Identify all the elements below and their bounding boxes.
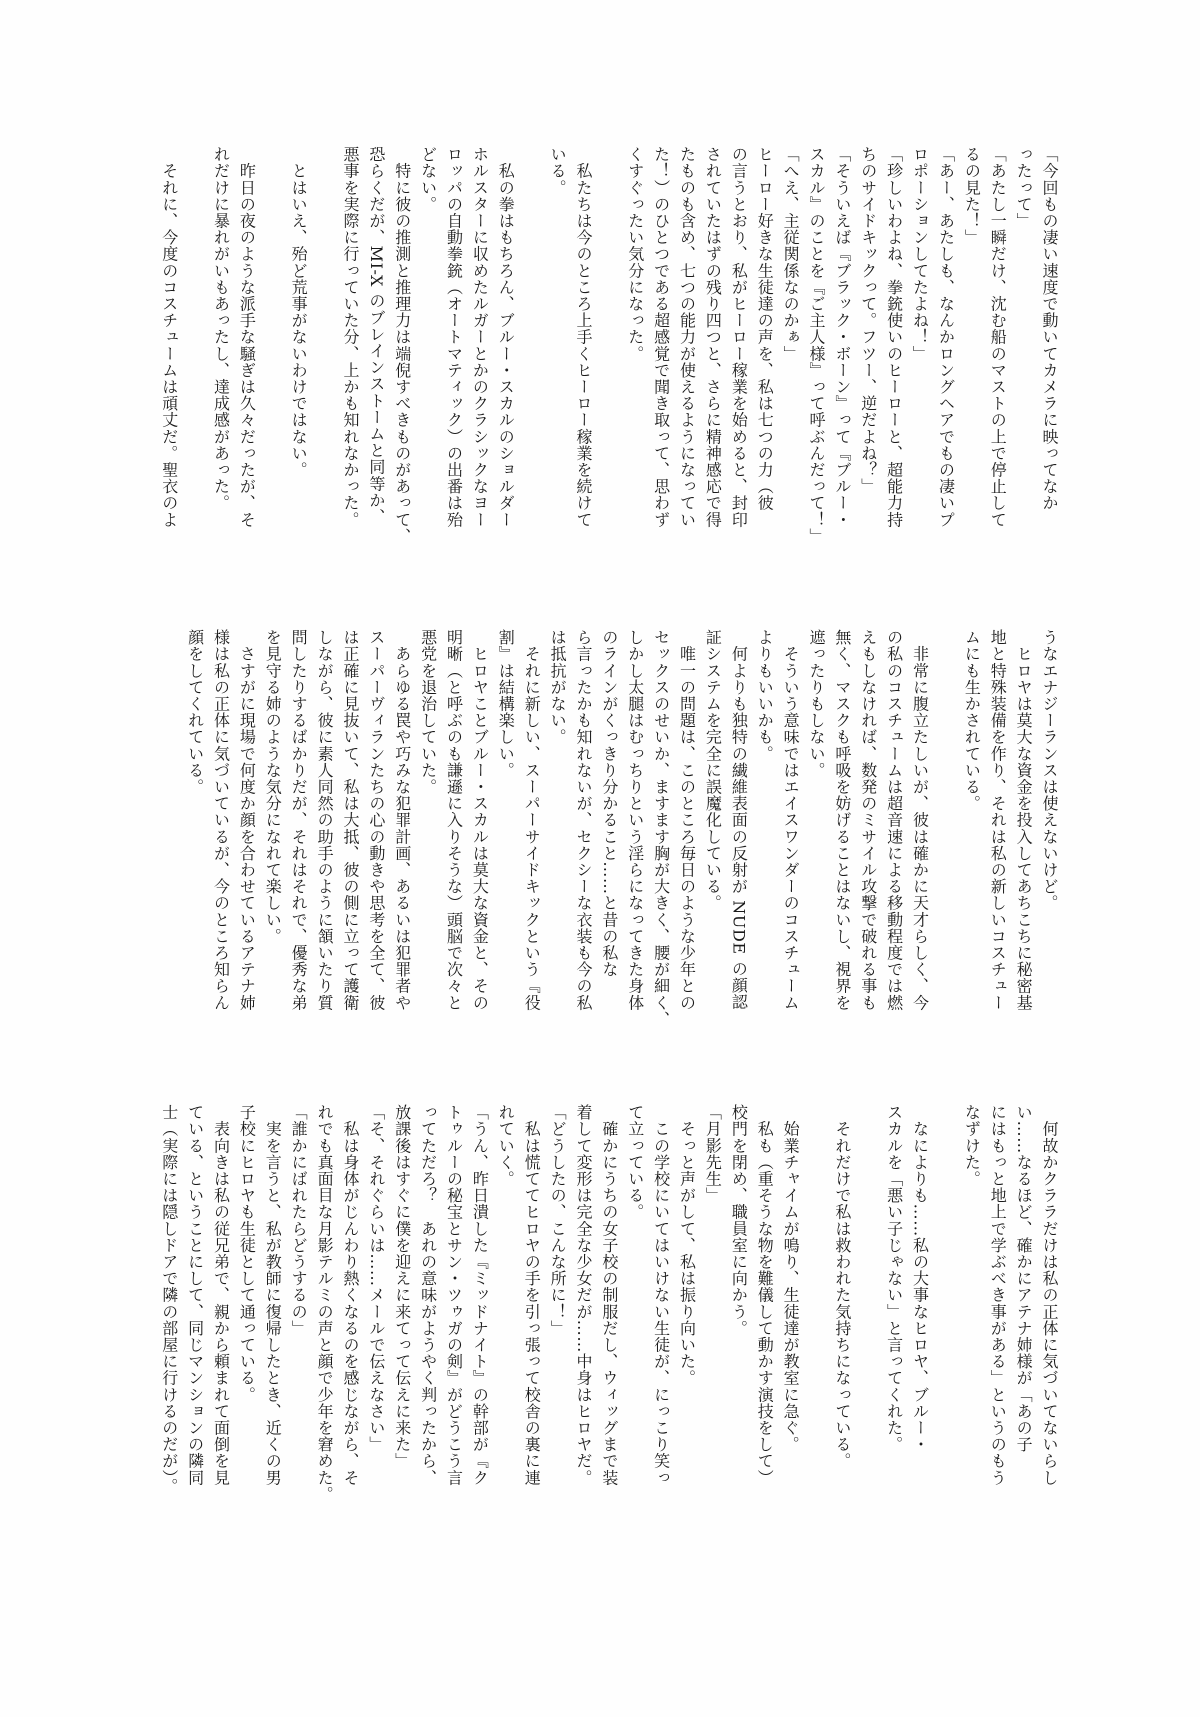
text-line: それに、今度のコスチュームは頑丈だ。聖衣のよ bbox=[159, 146, 179, 528]
text-line: ホルスターに収めたルガーとかのクラシックなヨー bbox=[470, 146, 490, 528]
text-line: て立っている。 bbox=[625, 1104, 645, 1221]
text-line: 何故かクララだけは私の正体に気づいてないらし bbox=[1040, 1104, 1059, 1486]
text-line: 証システムを完全に誤魔化している。 bbox=[703, 629, 723, 912]
text-line: ロポーションしてたよね！」 bbox=[910, 146, 930, 362]
text-line: ムにも生かされている。 bbox=[962, 629, 982, 812]
text-line: さすがに現場で何度か顔を合わせているアテナ姉 bbox=[237, 629, 257, 1011]
text-line: 私の拳はもちろん、ブルー・スカルのショルダー bbox=[496, 146, 516, 528]
text-line: いる。 bbox=[548, 146, 568, 196]
text-line: た！）のひとつである超感覚で聞き取って、思わず bbox=[651, 146, 671, 528]
text-line: 私は慌ててヒロヤの手を引っ張って校舎の裏に連 bbox=[522, 1104, 542, 1486]
text-line: 「珍しいわよね、拳銃使いのヒーローと、超能力持 bbox=[884, 146, 904, 528]
text-line: 「そういえば『ブラック・ボーン』って『ブルー・ bbox=[832, 146, 852, 528]
text-line: ロッパの自動拳銃（オートマティック）の出番は殆 bbox=[444, 146, 464, 528]
text-line: スカル』のことを『ご主人様』って呼ぶんだって！」 bbox=[806, 146, 826, 545]
text-line: 士（実際には隠しドアで隣の部屋に行けるのだが）。 bbox=[159, 1104, 179, 1495]
text-line: よりもいいかも。 bbox=[755, 629, 775, 762]
text-line: あらゆる罠や巧みな犯罪計画、あるいは犯罪者や bbox=[392, 629, 412, 1011]
text-line: は抵抗がない。 bbox=[548, 629, 568, 746]
text-line: 特に彼の推測と推理力は端倪すべきものがあって、 bbox=[392, 146, 412, 545]
text-line: なによりも……私の大事なヒロヤ、ブルー・ bbox=[910, 1104, 930, 1453]
text-line: 実を言うと、私が教師に復帰したとき、近くの男 bbox=[263, 1104, 283, 1486]
text-line: 唯一の問題は、このところ毎日のような少年との bbox=[677, 629, 697, 1011]
text-line: それだけで私は救われた気持ちになっている。 bbox=[832, 1104, 852, 1470]
text-line: 「あたし一瞬だけ、沈む船のマストの上で停止して bbox=[988, 146, 1008, 528]
text-line: 「誰かにばれたらどうするの」 bbox=[289, 1104, 309, 1337]
text-line: 何よりも独特の繊維表面の反射が NUDE の顔認 bbox=[729, 629, 749, 1011]
text-line: うなエナジーランスは使えないけど。 bbox=[1040, 629, 1059, 912]
text-line: トゥルーの秘宝とサン・ツゥガの剣』がどうこう言 bbox=[444, 1104, 464, 1486]
text-line: 表向きは私の従兄弟で、親から頼まれて面倒を見 bbox=[211, 1104, 231, 1486]
text-line: しながら、彼に素人同然の助手のように頷いたり質 bbox=[315, 629, 335, 1011]
text-line: それに新しい、スーパーサイドキックという『役 bbox=[522, 629, 542, 1011]
text-line: えもしなければ、数発のミサイル攻撃で破れる事も bbox=[858, 629, 878, 1011]
text-line: ヒロヤことブルー・スカルは莫大な資金と、その bbox=[470, 629, 490, 1011]
text-line: 「うん、昨日潰した『ミッドナイト』の幹部が『ク bbox=[470, 1104, 490, 1486]
text-line: たものも含め、七つの能力が使えるようになってい bbox=[677, 146, 697, 528]
text-line: のラインがくっきり分かること……と昔の私な bbox=[599, 629, 619, 978]
text-line: この学校にいてはいけない生徒が、にっこり笑っ bbox=[651, 1104, 671, 1486]
text-line: 明晰（と呼ぶのも謙遜に入りそうな）頭脳で次々と bbox=[444, 629, 464, 1011]
text-line: ちのサイドキックって。フツー、逆だよね？」 bbox=[858, 146, 878, 495]
text-line: れていく。 bbox=[496, 1104, 516, 1187]
text-line: 「あー、あたしも、なんかロングヘアでもの凄いプ bbox=[936, 146, 956, 528]
text-line: ヒロヤは莫大な資金を投入してあちこちに秘密基 bbox=[1014, 629, 1034, 1011]
text-line: ヒーロー好きな生徒達の声を、私は七つの力（彼 bbox=[755, 146, 775, 512]
text-line: 悪事を実際に行っていた分、上かも知れなかった。 bbox=[340, 146, 360, 528]
text-line: スーパーヴィランたちの心の動きや思考を全て、彼 bbox=[366, 629, 386, 1011]
text-line: 無く、マスクも呼吸を妨げることはないし、視界を bbox=[832, 629, 852, 1011]
text-line: 「へえ、主従関係なのかぁ」 bbox=[781, 146, 801, 362]
text-line: れでも真面目な月影テルミの声と顔で少年を窘めた。 bbox=[315, 1104, 335, 1503]
text-line: 私は身体がじんわり熱くなるのを感じながら、そ bbox=[340, 1104, 360, 1486]
text-line: るの見た！」 bbox=[962, 146, 982, 246]
text-line: くすぐったい気分になった。 bbox=[625, 146, 645, 362]
text-line: の言うとおり、私がヒーロー稼業を始めると、封印 bbox=[729, 146, 749, 528]
text-line: 「そ、それぐらいは……メールで伝えなさい」 bbox=[366, 1104, 386, 1453]
text-line: とはいえ、殆ど荒事がないわけではない。 bbox=[289, 146, 309, 478]
text-line: スカルを「悪い子じゃない」と言ってくれた。 bbox=[884, 1104, 904, 1453]
text-line: 様は私の正体に気づいているが、今のところ知らん bbox=[211, 629, 231, 1011]
text-line: 非常に腹立たしいが、彼は確かに天才らしく、今 bbox=[910, 629, 930, 1011]
text-line: は正確に見抜いて、私は大抵、彼の側に立って護衛 bbox=[340, 629, 360, 1011]
text-line: 放課後はすぐに僕を迎えに来てって伝えに来た」 bbox=[392, 1104, 412, 1470]
text-line: を見守る姉のような気分になれて楽しい。 bbox=[263, 629, 283, 945]
text-line: しかし太腿はむっちりという淫らになってきた身体 bbox=[625, 629, 645, 1011]
text-line: 「今回もの凄い速度で動いてカメラに映ってなか bbox=[1040, 146, 1059, 512]
text-line: ってただろ？ あれの意味がようやく判ったから、 bbox=[418, 1104, 438, 1486]
text-line: 問したりするばかりだが、それはそれで、優秀な弟 bbox=[289, 629, 309, 1011]
text-line: そっと声がして、私は振り向いた。 bbox=[677, 1104, 697, 1387]
text-line: 「どうしたの、こんな所に！」 bbox=[548, 1104, 568, 1337]
text-line: 顔をしてくれている。 bbox=[185, 629, 205, 795]
text-line: 遮ったりもしない。 bbox=[806, 629, 826, 779]
text-tier-bottom bbox=[128, 1104, 1062, 1609]
text-line: そういう意味ではエイスワンダーのコスチューム bbox=[781, 629, 801, 1011]
text-line: 私も（重そうな物を難儀して動かす演技をして） bbox=[755, 1104, 775, 1486]
text-line: どない。 bbox=[418, 146, 438, 213]
text-line: されていたはずの残り四つと、さらに精神感応で得 bbox=[703, 146, 723, 528]
text-line: ら言ったかも知れないが、セクシーな衣装も今の私 bbox=[573, 629, 593, 1011]
text-line: 私たちは今のところ上手くヒーロー稼業を続けて bbox=[573, 146, 593, 528]
text-line: 着して変形は完全な少女だが……中身はヒロヤだ。 bbox=[573, 1104, 593, 1486]
text-line: 子校にヒロヤも生徒として通っている。 bbox=[237, 1104, 257, 1403]
text-line: ている、ということにして、同じマンションの隣同 bbox=[185, 1104, 205, 1486]
text-line: 地と特殊装備を作り、それは私の新しいコスチュー bbox=[988, 629, 1008, 1011]
text-line: れだけに暴れがいもあったし、達成感があった。 bbox=[211, 146, 231, 512]
text-tier-top bbox=[128, 146, 1062, 601]
text-line: の私のコスチュームは超音速による移動程度では燃 bbox=[884, 629, 904, 1011]
text-line: なずけた。 bbox=[962, 1104, 982, 1187]
text-line: 始業チャイムが鳴り、生徒達が教室に急ぐ。 bbox=[781, 1104, 801, 1453]
text-line: 恐らくだが、MI-X のブレインストームと同等か、 bbox=[366, 146, 386, 526]
text-tier-middle bbox=[128, 629, 1062, 1077]
text-line: い……なるほど、確かにアテナ姉様が「あの子 bbox=[1014, 1104, 1034, 1453]
text-line: 悪党を退治していた。 bbox=[418, 629, 438, 795]
text-line: セックスのせいか、ますます胸が大きく、腰が細く、 bbox=[651, 629, 671, 1028]
text-line: 校門を閉め、職員室に向かう。 bbox=[729, 1104, 749, 1337]
text-line: 確かにうちの女子校の制服だし、ウィッグまで装 bbox=[599, 1104, 619, 1486]
text-line: 昨日の夜のような派手な騒ぎは久々だったが、そ bbox=[237, 146, 257, 528]
text-line: にはもっと地上で学ぶべき事がある」というのもう bbox=[988, 1104, 1008, 1486]
text-line: ったって」 bbox=[1014, 146, 1034, 229]
text-line: 「月影先生」 bbox=[703, 1104, 723, 1204]
text-line: 割』は結構楽しい。 bbox=[496, 629, 516, 779]
